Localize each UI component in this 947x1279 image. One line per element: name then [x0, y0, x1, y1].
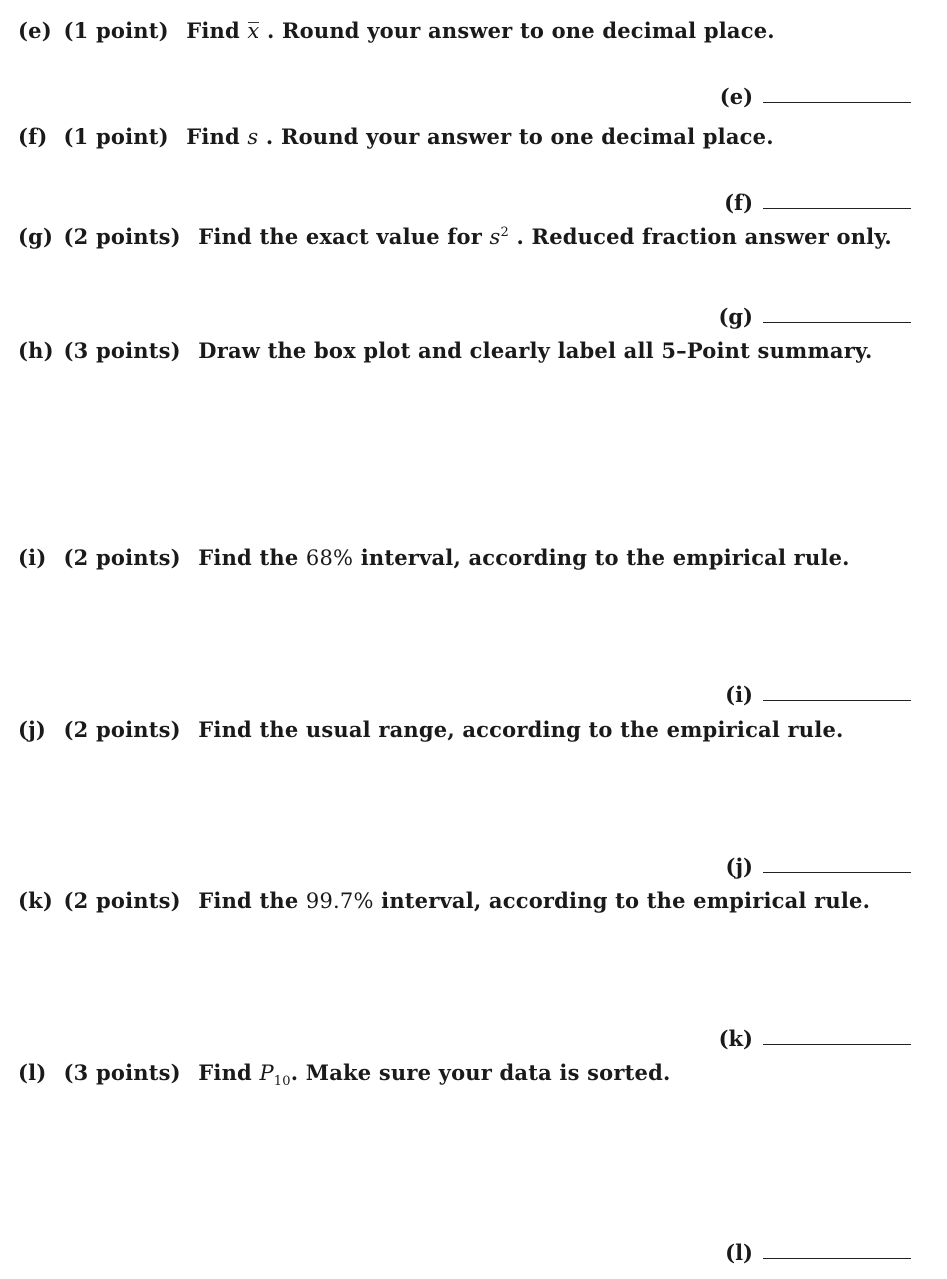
percent-value: 68% — [305, 546, 354, 570]
question-text: Find the usual range, according to the empirical rule. — [198, 717, 844, 742]
answer-line[interactable] — [763, 207, 911, 209]
answer-blank-e — [720, 84, 911, 109]
question-l — [18, 1060, 671, 1089]
question-label: (i) — [18, 545, 47, 570]
question-points: (2 points) — [63, 224, 181, 249]
answer-label: (e) — [719, 84, 753, 109]
answer-label: (l) — [725, 1240, 753, 1265]
answer-label: (k) — [718, 1026, 753, 1051]
question-text: Draw the box plot and clearly label all 5–Point summary. — [198, 338, 873, 363]
question-h — [18, 338, 872, 363]
question-text: Find — [186, 124, 240, 149]
question-points: (2 points) — [63, 717, 181, 742]
exponent: 2 — [500, 225, 509, 240]
x-bar-symbol: x — [247, 19, 260, 43]
answer-line[interactable] — [763, 871, 911, 873]
answer-line[interactable] — [763, 1043, 911, 1045]
question-points: (1 point) — [63, 124, 169, 149]
answer-blank-l — [725, 1240, 911, 1265]
question-text: Find — [198, 1060, 252, 1085]
question-text: Find the — [198, 545, 299, 570]
question-label: (e) — [18, 18, 52, 43]
question-k — [18, 888, 870, 913]
question-g — [18, 224, 892, 249]
answer-label: (g) — [718, 304, 753, 329]
question-label: (j) — [18, 717, 47, 742]
answer-label: (f) — [724, 190, 753, 215]
question-text: Find the exact value for — [198, 224, 483, 249]
question-label: (l) — [18, 1060, 47, 1085]
answer-line[interactable] — [763, 101, 911, 103]
s-symbol: s — [247, 125, 259, 149]
question-text: Find the — [198, 888, 299, 913]
question-points: (2 points) — [63, 888, 181, 913]
answer-label: (i) — [725, 682, 753, 707]
question-text: . Reduced fraction answer only. — [516, 224, 892, 249]
question-text: . Round your answer to one decimal place. — [265, 124, 774, 149]
question-label: (f) — [18, 124, 48, 149]
answer-blank-i — [725, 682, 911, 707]
answer-line[interactable] — [763, 699, 911, 701]
question-points: (2 points) — [63, 545, 181, 570]
answer-blank-k — [719, 1026, 911, 1051]
answer-blank-g — [718, 304, 911, 329]
question-text: Find — [186, 18, 240, 43]
percent-value: 99.7% — [305, 889, 374, 913]
question-points: (3 points) — [63, 1060, 181, 1085]
question-points: (1 point) — [63, 18, 169, 43]
percentile-symbol: P — [259, 1061, 274, 1085]
question-text: . Make sure your data is sorted. — [290, 1060, 671, 1085]
answer-line[interactable] — [763, 321, 911, 323]
answer-blank-j — [726, 854, 911, 879]
question-label: (k) — [18, 888, 54, 913]
question-f — [18, 124, 774, 149]
answer-label: (j) — [725, 854, 753, 879]
question-label: (g) — [18, 224, 54, 249]
question-label: (h) — [18, 338, 54, 363]
answer-line[interactable] — [763, 1257, 911, 1259]
question-text: interval, according to the empirical rule. — [381, 888, 871, 913]
s-symbol: s — [489, 225, 501, 249]
question-j — [18, 717, 844, 742]
answer-blank-f — [724, 190, 911, 215]
question-text: interval, according to the empirical rule. — [360, 545, 850, 570]
subscript: 10 — [273, 1074, 291, 1090]
question-e — [18, 18, 775, 43]
question-i — [18, 545, 850, 570]
question-points: (3 points) — [63, 338, 181, 363]
question-text: . Round your answer to one decimal place. — [266, 18, 775, 43]
